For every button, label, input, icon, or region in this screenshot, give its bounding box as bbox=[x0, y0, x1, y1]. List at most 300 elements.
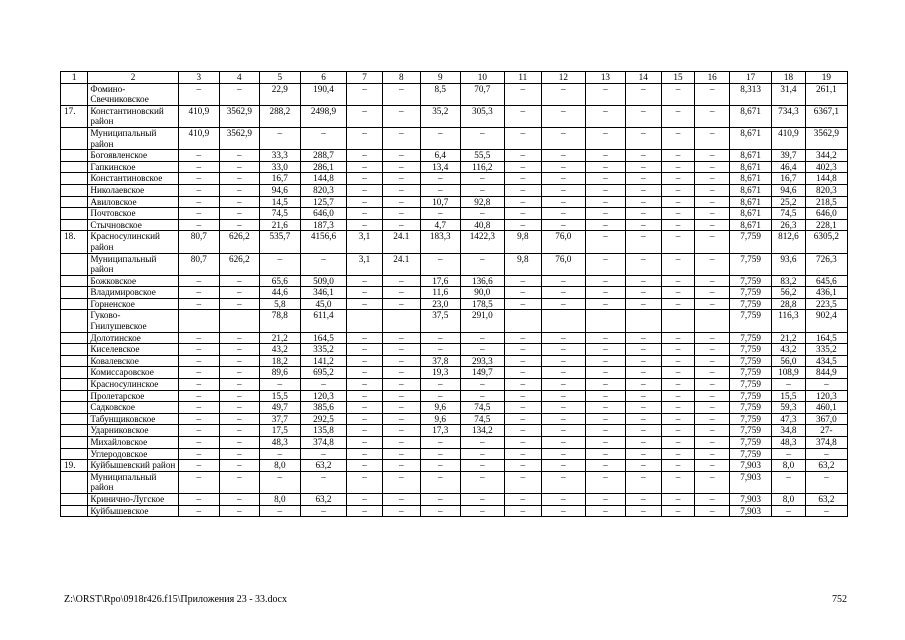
value-cell: – bbox=[661, 173, 695, 185]
row-number-cell bbox=[61, 184, 88, 196]
value-cell: – bbox=[460, 505, 504, 517]
value-cell: 21,2 bbox=[772, 332, 806, 344]
row-number-cell bbox=[61, 208, 88, 220]
value-cell: 3562,9 bbox=[805, 127, 847, 149]
value-cell: 183,3 bbox=[420, 231, 460, 253]
column-header: 16 bbox=[695, 72, 730, 84]
value-cell: – bbox=[625, 402, 661, 414]
value-cell: 4,7 bbox=[420, 219, 460, 231]
value-cell: – bbox=[585, 208, 625, 220]
value-cell: – bbox=[219, 208, 259, 220]
value-cell: – bbox=[347, 425, 383, 437]
row-number-cell bbox=[61, 390, 88, 402]
value-cell: – bbox=[695, 161, 730, 173]
value-cell: – bbox=[585, 287, 625, 299]
value-cell: 21,2 bbox=[259, 332, 300, 344]
value-cell: – bbox=[420, 460, 460, 472]
value-cell: 7,759 bbox=[730, 413, 772, 425]
value-cell: 611,4 bbox=[300, 310, 346, 332]
value-cell: – bbox=[460, 332, 504, 344]
value-cell: 726,3 bbox=[805, 253, 847, 275]
value-cell: 134,2 bbox=[460, 425, 504, 437]
value-cell: – bbox=[219, 471, 259, 493]
value-cell: – bbox=[772, 448, 806, 460]
value-cell: – bbox=[625, 413, 661, 425]
value-cell: – bbox=[178, 184, 219, 196]
value-cell: – bbox=[178, 355, 219, 367]
value-cell bbox=[382, 310, 420, 332]
value-cell: 70,7 bbox=[460, 83, 504, 105]
value-cell: 94,6 bbox=[772, 184, 806, 196]
value-cell: 346,1 bbox=[300, 287, 346, 299]
row-number-cell bbox=[61, 367, 88, 379]
value-cell: 144,8 bbox=[300, 173, 346, 185]
value-cell: 7,759 bbox=[730, 275, 772, 287]
value-cell: – bbox=[420, 173, 460, 185]
area-name-cell: Долотинское bbox=[88, 332, 178, 344]
value-cell: – bbox=[347, 275, 383, 287]
value-cell: 820,3 bbox=[805, 184, 847, 196]
value-cell: – bbox=[219, 161, 259, 173]
value-cell: – bbox=[625, 344, 661, 356]
value-cell: – bbox=[695, 448, 730, 460]
value-cell: – bbox=[625, 161, 661, 173]
row-number-cell bbox=[61, 173, 88, 185]
value-cell: – bbox=[585, 413, 625, 425]
value-cell: 63,2 bbox=[805, 460, 847, 472]
value-cell: – bbox=[460, 460, 504, 472]
value-cell: – bbox=[178, 161, 219, 173]
value-cell: 6,4 bbox=[420, 150, 460, 162]
value-cell: – bbox=[625, 460, 661, 472]
value-cell: 14,5 bbox=[259, 196, 300, 208]
value-cell: – bbox=[585, 219, 625, 231]
value-cell: 8,671 bbox=[730, 184, 772, 196]
footer-file-path: Z:\ORST\Rpo\0918r426.f15\Приложения 23 - 33.docx bbox=[64, 594, 287, 605]
value-cell: – bbox=[625, 390, 661, 402]
value-cell: – bbox=[585, 184, 625, 196]
value-cell: – bbox=[460, 253, 504, 275]
value-cell: 9,6 bbox=[420, 402, 460, 414]
table-row bbox=[61, 425, 848, 437]
value-cell: – bbox=[661, 275, 695, 287]
value-cell: – bbox=[504, 493, 541, 505]
row-number-cell bbox=[61, 253, 88, 275]
value-cell: – bbox=[504, 344, 541, 356]
value-cell: 33,0 bbox=[259, 161, 300, 173]
value-cell: 141,2 bbox=[300, 355, 346, 367]
value-cell: – bbox=[219, 413, 259, 425]
value-cell: 410,9 bbox=[178, 105, 219, 127]
value-cell: – bbox=[420, 379, 460, 391]
value-cell: – bbox=[420, 505, 460, 517]
area-name-cell: Пролетарское bbox=[88, 390, 178, 402]
value-cell: – bbox=[585, 493, 625, 505]
value-cell: – bbox=[460, 208, 504, 220]
value-cell: 78,8 bbox=[259, 310, 300, 332]
area-name-cell: Киселевское bbox=[88, 344, 178, 356]
value-cell: – bbox=[661, 208, 695, 220]
value-cell: – bbox=[805, 448, 847, 460]
column-header: 1 bbox=[61, 72, 88, 84]
value-cell: 902,4 bbox=[805, 310, 847, 332]
value-cell: – bbox=[585, 332, 625, 344]
value-cell: – bbox=[661, 105, 695, 127]
value-cell: – bbox=[504, 287, 541, 299]
value-cell: – bbox=[347, 184, 383, 196]
value-cell: – bbox=[695, 219, 730, 231]
value-cell: 74,5 bbox=[772, 208, 806, 220]
value-cell: – bbox=[504, 173, 541, 185]
area-name-cell: Табунщиковское bbox=[88, 413, 178, 425]
value-cell: – bbox=[382, 425, 420, 437]
value-cell: – bbox=[661, 390, 695, 402]
value-cell: 116,2 bbox=[460, 161, 504, 173]
value-cell: – bbox=[219, 344, 259, 356]
value-cell: – bbox=[541, 332, 585, 344]
area-name-cell: Владимировское bbox=[88, 287, 178, 299]
value-cell: – bbox=[661, 344, 695, 356]
value-cell: – bbox=[347, 448, 383, 460]
value-cell: 33,3 bbox=[259, 150, 300, 162]
value-cell bbox=[219, 310, 259, 332]
value-cell: – bbox=[661, 367, 695, 379]
value-cell: 645,6 bbox=[805, 275, 847, 287]
value-cell: – bbox=[541, 161, 585, 173]
value-cell: – bbox=[541, 83, 585, 105]
value-cell: 344,2 bbox=[805, 150, 847, 162]
value-cell: – bbox=[382, 184, 420, 196]
value-cell: – bbox=[347, 196, 383, 208]
value-cell: – bbox=[805, 505, 847, 517]
value-cell: – bbox=[585, 471, 625, 493]
value-cell: 21,6 bbox=[259, 219, 300, 231]
value-cell: – bbox=[625, 219, 661, 231]
value-cell: – bbox=[504, 208, 541, 220]
value-cell: – bbox=[541, 471, 585, 493]
value-cell: 35,2 bbox=[420, 105, 460, 127]
row-number-cell bbox=[61, 413, 88, 425]
value-cell: 11,6 bbox=[420, 287, 460, 299]
value-cell: – bbox=[661, 355, 695, 367]
value-cell: – bbox=[625, 355, 661, 367]
column-header: 18 bbox=[772, 72, 806, 84]
value-cell: 34,8 bbox=[772, 425, 806, 437]
value-cell: 7,759 bbox=[730, 437, 772, 449]
value-cell: 7,759 bbox=[730, 402, 772, 414]
value-cell: 37,8 bbox=[420, 355, 460, 367]
value-cell: – bbox=[219, 505, 259, 517]
value-cell: – bbox=[772, 505, 806, 517]
area-name-cell: Фомино-Свечниковское bbox=[88, 83, 178, 105]
value-cell: – bbox=[541, 413, 585, 425]
value-cell: – bbox=[219, 196, 259, 208]
column-header: 15 bbox=[661, 72, 695, 84]
column-header: 6 bbox=[300, 72, 346, 84]
value-cell: – bbox=[504, 390, 541, 402]
table-row bbox=[61, 344, 848, 356]
value-cell: – bbox=[460, 390, 504, 402]
value-cell: 374,8 bbox=[300, 437, 346, 449]
value-cell: – bbox=[625, 437, 661, 449]
value-cell: – bbox=[219, 367, 259, 379]
value-cell: – bbox=[178, 287, 219, 299]
value-cell: – bbox=[382, 219, 420, 231]
area-name-cell: Почтовское bbox=[88, 208, 178, 220]
value-cell: – bbox=[772, 379, 806, 391]
table-row bbox=[61, 448, 848, 460]
value-cell: – bbox=[585, 460, 625, 472]
value-cell: 164,5 bbox=[300, 332, 346, 344]
value-cell: 460,1 bbox=[805, 402, 847, 414]
value-cell: 7,759 bbox=[730, 367, 772, 379]
value-cell: – bbox=[695, 493, 730, 505]
value-cell: – bbox=[504, 219, 541, 231]
value-cell: 18,2 bbox=[259, 355, 300, 367]
value-cell: – bbox=[300, 253, 346, 275]
value-cell: – bbox=[504, 471, 541, 493]
table-row bbox=[61, 413, 848, 425]
value-cell: – bbox=[585, 367, 625, 379]
value-cell: – bbox=[382, 460, 420, 472]
value-cell: 385,6 bbox=[300, 402, 346, 414]
value-cell: 63,2 bbox=[300, 460, 346, 472]
value-cell: – bbox=[661, 196, 695, 208]
value-cell: 49,7 bbox=[259, 402, 300, 414]
value-cell: – bbox=[661, 425, 695, 437]
column-header: 10 bbox=[460, 72, 504, 84]
row-number-cell: 17. bbox=[61, 105, 88, 127]
table-row bbox=[61, 460, 848, 472]
table-row bbox=[61, 493, 848, 505]
value-cell: – bbox=[382, 105, 420, 127]
value-cell: 374,8 bbox=[805, 437, 847, 449]
value-cell: 17,3 bbox=[420, 425, 460, 437]
value-cell: – bbox=[541, 344, 585, 356]
value-cell: 8,671 bbox=[730, 127, 772, 149]
value-cell: – bbox=[695, 402, 730, 414]
table-row bbox=[61, 390, 848, 402]
value-cell: – bbox=[259, 505, 300, 517]
value-cell: – bbox=[585, 196, 625, 208]
value-cell: – bbox=[504, 402, 541, 414]
value-cell: – bbox=[178, 505, 219, 517]
value-cell: 8,671 bbox=[730, 105, 772, 127]
value-cell: – bbox=[460, 448, 504, 460]
value-cell: – bbox=[541, 127, 585, 149]
value-cell: – bbox=[347, 390, 383, 402]
value-cell: 367,0 bbox=[805, 413, 847, 425]
value-cell: – bbox=[219, 460, 259, 472]
value-cell: 59,3 bbox=[772, 402, 806, 414]
column-header: 2 bbox=[88, 72, 178, 84]
value-cell: – bbox=[178, 83, 219, 105]
value-cell: – bbox=[661, 150, 695, 162]
value-cell: – bbox=[347, 105, 383, 127]
area-name-cell: Михайловское bbox=[88, 437, 178, 449]
value-cell: 305,3 bbox=[460, 105, 504, 127]
value-cell: – bbox=[259, 379, 300, 391]
value-cell: 436,1 bbox=[805, 287, 847, 299]
table-row bbox=[61, 275, 848, 287]
value-cell: – bbox=[541, 425, 585, 437]
value-cell: 40,8 bbox=[460, 219, 504, 231]
value-cell: – bbox=[585, 173, 625, 185]
value-cell: 90,0 bbox=[460, 287, 504, 299]
value-cell: 8,0 bbox=[772, 493, 806, 505]
value-cell: – bbox=[625, 448, 661, 460]
value-cell: – bbox=[625, 505, 661, 517]
value-cell: – bbox=[347, 437, 383, 449]
value-cell: – bbox=[460, 184, 504, 196]
value-cell: – bbox=[504, 150, 541, 162]
value-cell: – bbox=[382, 127, 420, 149]
area-name-cell: Муниципальный район bbox=[88, 127, 178, 149]
table-row bbox=[61, 379, 848, 391]
column-header: 4 bbox=[219, 72, 259, 84]
area-name-cell: Куйбышевское bbox=[88, 505, 178, 517]
value-cell: – bbox=[259, 253, 300, 275]
table-row bbox=[61, 83, 848, 105]
value-cell: 9,6 bbox=[420, 413, 460, 425]
value-cell: – bbox=[585, 161, 625, 173]
value-cell: – bbox=[504, 505, 541, 517]
row-number-cell bbox=[61, 83, 88, 105]
value-cell: 31,4 bbox=[772, 83, 806, 105]
value-cell: 48,3 bbox=[772, 437, 806, 449]
value-cell: – bbox=[695, 150, 730, 162]
row-number-cell bbox=[61, 275, 88, 287]
area-name-cell: Ковалевское bbox=[88, 355, 178, 367]
value-cell: – bbox=[219, 275, 259, 287]
value-cell: 15,5 bbox=[772, 390, 806, 402]
value-cell: – bbox=[460, 437, 504, 449]
row-number-cell bbox=[61, 287, 88, 299]
value-cell: – bbox=[382, 275, 420, 287]
value-cell bbox=[178, 310, 219, 332]
value-cell: – bbox=[382, 413, 420, 425]
value-cell: 125,7 bbox=[300, 196, 346, 208]
row-number-cell: 18. bbox=[61, 231, 88, 253]
value-cell: – bbox=[382, 298, 420, 310]
value-cell bbox=[661, 310, 695, 332]
value-cell: 8,5 bbox=[420, 83, 460, 105]
value-cell: – bbox=[347, 219, 383, 231]
value-cell: – bbox=[585, 425, 625, 437]
value-cell: 2498,9 bbox=[300, 105, 346, 127]
value-cell: – bbox=[420, 208, 460, 220]
value-cell: – bbox=[661, 402, 695, 414]
value-cell: 288,7 bbox=[300, 150, 346, 162]
value-cell: 10,7 bbox=[420, 196, 460, 208]
value-cell: – bbox=[541, 493, 585, 505]
value-cell: – bbox=[347, 460, 383, 472]
value-cell: 3562,9 bbox=[219, 127, 259, 149]
value-cell: – bbox=[347, 379, 383, 391]
value-cell: – bbox=[695, 253, 730, 275]
value-cell: – bbox=[300, 505, 346, 517]
table-row bbox=[61, 310, 848, 332]
value-cell: – bbox=[219, 184, 259, 196]
value-cell: – bbox=[661, 379, 695, 391]
value-cell: – bbox=[219, 219, 259, 231]
value-cell: – bbox=[695, 344, 730, 356]
value-cell: 37,5 bbox=[420, 310, 460, 332]
value-cell: – bbox=[504, 105, 541, 127]
column-header: 11 bbox=[504, 72, 541, 84]
area-name-cell: Богоявленское bbox=[88, 150, 178, 162]
table-row bbox=[61, 127, 848, 149]
value-cell: – bbox=[259, 127, 300, 149]
value-cell: – bbox=[347, 471, 383, 493]
value-cell bbox=[504, 310, 541, 332]
value-cell: – bbox=[585, 437, 625, 449]
value-cell: 83,2 bbox=[772, 275, 806, 287]
value-cell: – bbox=[382, 161, 420, 173]
value-cell: – bbox=[695, 390, 730, 402]
value-cell: – bbox=[625, 253, 661, 275]
area-name-cell: Красносулинский район bbox=[88, 231, 178, 253]
value-cell: – bbox=[625, 150, 661, 162]
value-cell: – bbox=[695, 437, 730, 449]
value-cell: 47,3 bbox=[772, 413, 806, 425]
value-cell: 293,3 bbox=[460, 355, 504, 367]
value-cell: – bbox=[695, 425, 730, 437]
value-cell: 812,6 bbox=[772, 231, 806, 253]
value-cell: – bbox=[504, 367, 541, 379]
value-cell: 820,3 bbox=[300, 184, 346, 196]
value-cell: – bbox=[347, 208, 383, 220]
value-cell: – bbox=[585, 127, 625, 149]
value-cell: – bbox=[625, 275, 661, 287]
value-cell: – bbox=[585, 83, 625, 105]
value-cell: 7,759 bbox=[730, 298, 772, 310]
value-cell: 45,0 bbox=[300, 298, 346, 310]
value-cell: 261,1 bbox=[805, 83, 847, 105]
value-cell: – bbox=[504, 332, 541, 344]
table-row bbox=[61, 505, 848, 517]
value-cell: – bbox=[625, 208, 661, 220]
value-cell: 734,3 bbox=[772, 105, 806, 127]
value-cell: 37,7 bbox=[259, 413, 300, 425]
value-cell: – bbox=[347, 493, 383, 505]
row-number-cell bbox=[61, 161, 88, 173]
value-cell: 7,759 bbox=[730, 355, 772, 367]
value-cell: 8,671 bbox=[730, 173, 772, 185]
value-cell: 187,3 bbox=[300, 219, 346, 231]
table-row bbox=[61, 173, 848, 185]
value-cell: 7,759 bbox=[730, 344, 772, 356]
value-cell: – bbox=[541, 379, 585, 391]
value-cell: 8,0 bbox=[259, 460, 300, 472]
value-cell: – bbox=[661, 298, 695, 310]
value-cell: – bbox=[695, 460, 730, 472]
value-cell: 17,6 bbox=[420, 275, 460, 287]
area-name-cell: Николаевское bbox=[88, 184, 178, 196]
value-cell: – bbox=[585, 150, 625, 162]
value-cell: – bbox=[504, 184, 541, 196]
value-cell: – bbox=[178, 471, 219, 493]
value-cell: 17,5 bbox=[259, 425, 300, 437]
value-cell: 5,8 bbox=[259, 298, 300, 310]
value-cell: 48,3 bbox=[259, 437, 300, 449]
value-cell: – bbox=[460, 379, 504, 391]
value-cell: 120,3 bbox=[300, 390, 346, 402]
value-cell: – bbox=[541, 390, 585, 402]
value-cell: 93,6 bbox=[772, 253, 806, 275]
value-cell: – bbox=[178, 298, 219, 310]
value-cell: – bbox=[382, 150, 420, 162]
